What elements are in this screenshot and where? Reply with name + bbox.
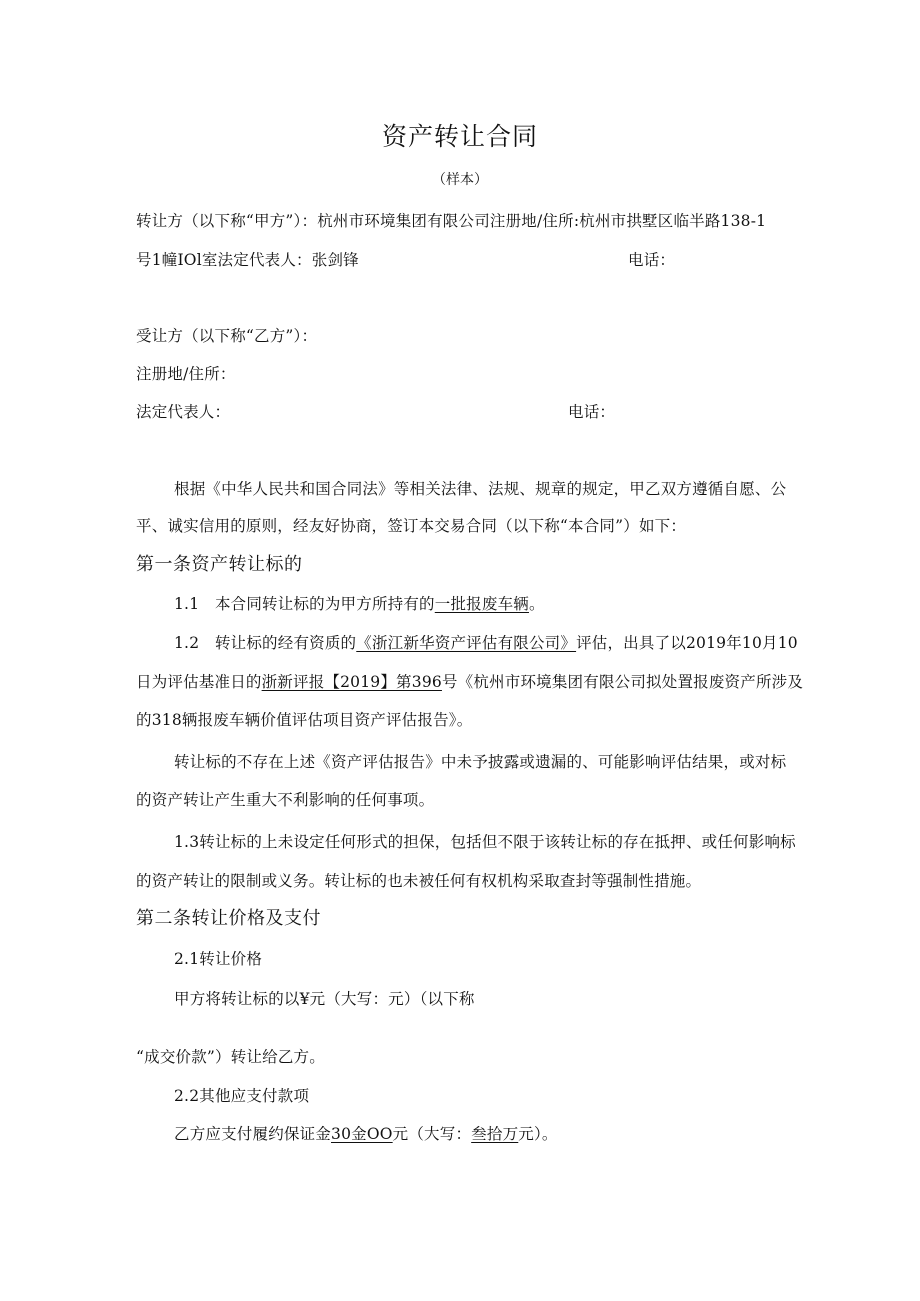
clause-1-2-text: 1.2 转让标的经有资质的 [174,634,357,652]
preamble-line-1: 根据《中华人民共和国合同法》等相关法律、法规、规章的规定，甲乙双方遵循自愿、公 [174,480,787,498]
clause-2-2-line [174,1124,558,1144]
party-b-rep-label: 法定代表人： [136,403,231,421]
article-2-heading: 第二条转让价格及支付 [136,908,321,929]
clause-2-1-line-1: 甲方将转让标的以¥元（大写：元）（以下称 [174,990,475,1008]
deposit-label: 乙方应支付履约保证金 [174,1125,332,1143]
clause-1-2-line-1 [174,633,798,653]
preamble-line-2: 平、诚实信用的原则，经友好协商，签订本交易合同（以下称“本合同”）如下： [136,517,687,535]
clause-1-3-line-1: 1.3转让标的上未设定任何形式的担保，包括但不限于该转让标的存在抵押、或任何影响标 [174,833,796,851]
note-line-1: 转让标的不存在上述《资产评估报告》中未予披露或遗漏的、可能影响评估结果，或对标 [174,753,787,771]
clause-1-2-line-3: 的318辆报废车辆价值评估项目资产评估报告》。 [136,711,473,729]
clause-1-2-appraiser: 《浙江新华资产评估有限公司》 [356,634,577,652]
clause-1-2-line-2 [136,672,803,692]
clause-1-1-subject: 一批报废车辆 [434,595,529,613]
party-b-name-label: 受让方（以下称“乙方”）： [136,327,318,345]
deposit-end: 元）。 [518,1125,558,1143]
deposit-words-label: 元（大写： [392,1125,472,1143]
clause-1-2-date: 评估，出具了以2019年10月10 [576,634,798,652]
clause-1-2-report-title: 号《杭州市环境集团有限公司拟处置报废资产所涉及 [441,673,804,691]
document-subtitle: （样本） [432,172,488,188]
clause-1-1 [174,594,545,614]
note-line-2: 的资产转让产生重大不利影响的任何事项。 [136,791,435,809]
document-title: 资产转让合同 [381,122,538,151]
clause-2-1-line-2: “成交价款”）转让给乙方。 [136,1048,325,1066]
party-a-line-1: 转让方（以下称“甲方”）：杭州市环境集团有限公司注册地/住所:杭州市拱墅区临半路138-1 [136,212,767,230]
deposit-amount: 30金OO [331,1125,393,1143]
deposit-amount-words: 叁拾万 [471,1125,519,1143]
clause-1-1-end: 。 [528,595,545,613]
party-b-address-label: 注册地/住所： [136,365,236,383]
clause-1-2-basis: 日为评估基准日的 [136,673,262,691]
clause-1-3-line-2: 的资产转让的限制或义务。转让标的也未被任何有权机构采取查封等强制性措施。 [136,872,702,890]
party-a-phone-label: 电话： [628,251,676,269]
clause-2-1-title: 2.1转让价格 [174,950,263,968]
clause-1-2-report-number: 浙新评报【2019】第396 [261,673,442,691]
clause-1-1-text: 1.1 本合同转让标的为甲方所持有的 [174,595,435,613]
party-b-phone-label: 电话： [568,403,616,421]
party-a-line-2: 号1幢IOl室法定代表人：张剑锋 [136,251,359,269]
article-1-heading: 第一条资产转让标的 [136,554,303,575]
clause-2-2-title: 2.2其他应支付款项 [174,1087,310,1105]
